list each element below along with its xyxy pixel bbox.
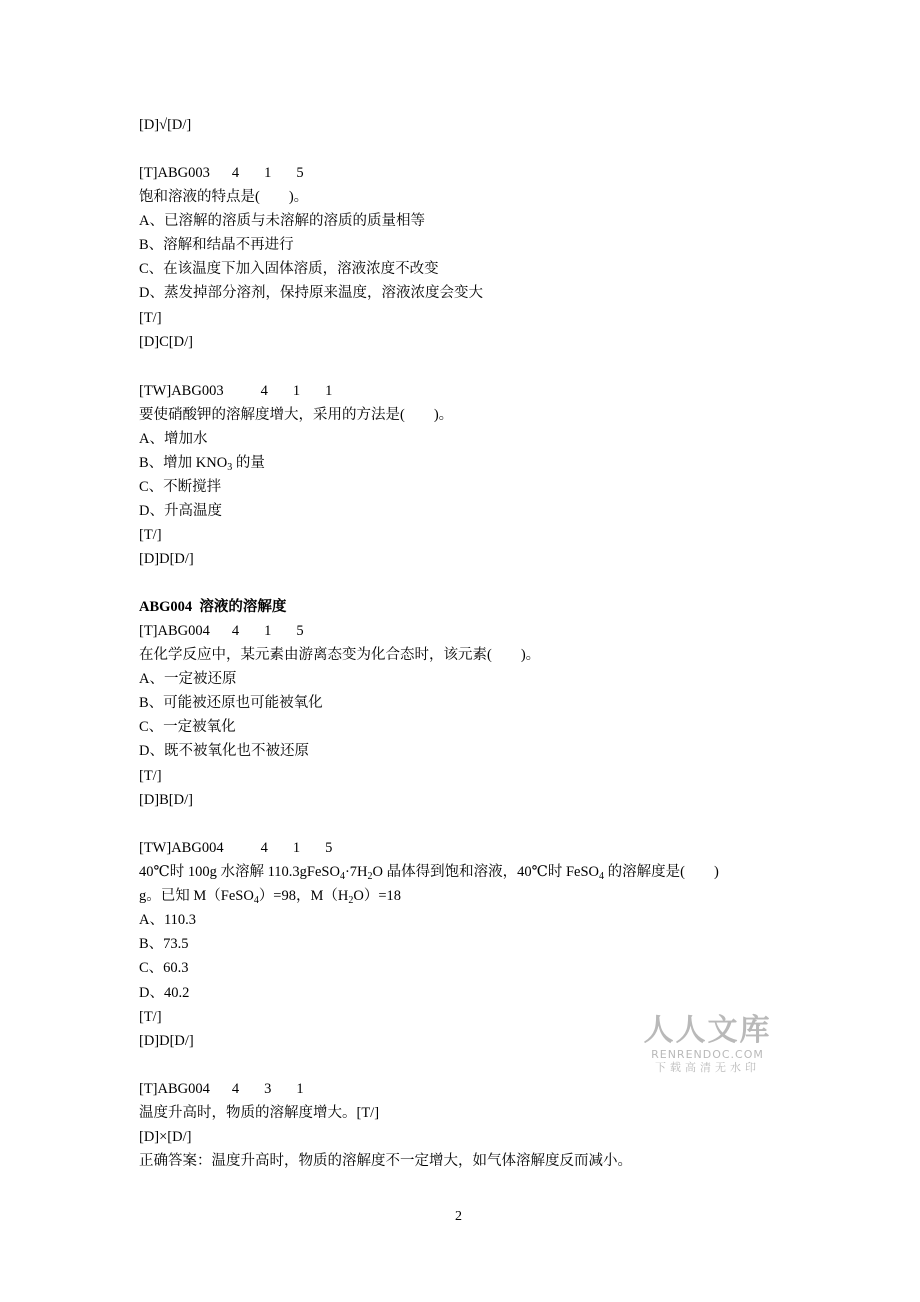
- watermark-title: 人人文库: [643, 1013, 772, 1048]
- question-difficulty: 5: [325, 840, 333, 856]
- question-code: [TW]ABG003: [139, 383, 224, 399]
- option-c: C、不断搅拌: [139, 479, 222, 495]
- answer-line: [D]√[D/]: [139, 117, 192, 133]
- question-level: 4: [231, 623, 240, 639]
- question-level: 4: [231, 165, 240, 181]
- question-end-tag: [T/]: [139, 1009, 162, 1025]
- question-header: [139, 838, 332, 858]
- text-run: ·7H: [344, 864, 368, 880]
- question-header: [139, 1079, 304, 1099]
- question-level: 4: [231, 1081, 240, 1097]
- answer-line: [D]D[D/]: [139, 1033, 194, 1049]
- answer-line: [D]B[D/]: [139, 792, 193, 808]
- text-run: 的溶解度是( ): [604, 864, 719, 880]
- option-c: C、60.3: [139, 960, 189, 976]
- text-run: O）=18: [353, 888, 402, 904]
- option-d: D、40.2: [139, 985, 190, 1001]
- question-level: 4: [260, 840, 268, 856]
- subscript: 4: [599, 871, 605, 882]
- question-header: [139, 621, 304, 641]
- option-d: D、升高温度: [139, 503, 222, 519]
- question-type: 1: [292, 840, 301, 856]
- question-code: [TW]ABG004: [139, 840, 224, 856]
- question-type: 1: [292, 383, 301, 399]
- option-b: B、可能被还原也可能被氧化: [139, 695, 323, 711]
- option-c: C、在该温度下加入固体溶质，溶液浓度不改变: [139, 261, 439, 277]
- question-text-continued: [139, 886, 401, 906]
- answer-line: [D]×[D/]: [139, 1129, 192, 1145]
- question-header: [139, 163, 304, 183]
- question-code: [T]ABG004: [139, 623, 210, 639]
- text-run: 40℃时 100g 水溶解 110.3gFeSO: [139, 864, 340, 880]
- subscript: 2: [348, 895, 354, 906]
- question-difficulty: 5: [296, 165, 304, 181]
- question-difficulty: 1: [296, 1081, 304, 1097]
- subscript: 4: [339, 871, 345, 882]
- question-text: 温度升高时，物质的溶解度增大。[T/]: [139, 1105, 380, 1121]
- question-code: [T]ABG003: [139, 165, 210, 181]
- question-header: [139, 381, 332, 401]
- page-number: 2: [455, 1209, 462, 1224]
- option-b: [139, 453, 265, 473]
- question-type: 1: [264, 165, 272, 181]
- question-level: 4: [260, 383, 268, 399]
- option-a: A、已溶解的溶质与未溶解的溶质的质量相等: [139, 213, 425, 229]
- option-text: B、增加 KNO: [139, 455, 228, 471]
- answer-line: [D]C[D/]: [139, 334, 193, 350]
- question-difficulty: 5: [296, 623, 304, 639]
- section-heading: ABG004 溶液的溶解度: [139, 599, 287, 615]
- watermark-logo: [640, 1014, 775, 1075]
- subscript: 4: [253, 895, 259, 906]
- option-c: C、一定被氧化: [139, 719, 236, 735]
- text-run: ）=98，M（H: [258, 888, 349, 904]
- question-text: 要使硝酸钾的溶解度增大，采用的方法是( )。: [139, 407, 454, 423]
- question-code: [T]ABG004: [139, 1081, 210, 1097]
- correct-answer-explanation: 正确答案：温度升高时，物质的溶解度不一定增大，如气体溶解度反而减小。: [139, 1153, 632, 1169]
- option-b: B、73.5: [139, 936, 189, 952]
- question-text: 在化学反应中，某元素由游离态变为化合态时，该元素( )。: [139, 647, 541, 663]
- question-end-tag: [T/]: [139, 527, 162, 543]
- option-d: D、蒸发掉部分溶剂，保持原来温度，溶液浓度会变大: [139, 285, 483, 301]
- subscript: 2: [367, 871, 373, 882]
- text-run: O 晶体得到饱和溶液，40℃时 FeSO: [372, 864, 600, 880]
- watermark-slogan: 下载高清无水印: [655, 1061, 760, 1074]
- question-text: [139, 862, 719, 882]
- question-type: 3: [264, 1081, 272, 1097]
- question-end-tag: [T/]: [139, 310, 162, 326]
- text-run: g。已知 M（FeSO: [139, 888, 254, 904]
- option-a: A、一定被还原: [139, 671, 237, 687]
- option-a: A、增加水: [139, 431, 208, 447]
- question-difficulty: 1: [325, 383, 333, 399]
- option-a: A、110.3: [139, 912, 197, 928]
- question-end-tag: [T/]: [139, 768, 162, 784]
- answer-line: [D]D[D/]: [139, 551, 194, 567]
- option-text: 的量: [232, 455, 265, 471]
- question-type: 1: [264, 623, 272, 639]
- option-b: B、溶解和结晶不再进行: [139, 237, 294, 253]
- subscript: 3: [227, 462, 233, 473]
- question-text: 饱和溶液的特点是( )。: [139, 189, 309, 205]
- option-d: D、既不被氧化也不被还原: [139, 743, 309, 759]
- watermark-domain: RENRENDOC.COM: [651, 1048, 764, 1061]
